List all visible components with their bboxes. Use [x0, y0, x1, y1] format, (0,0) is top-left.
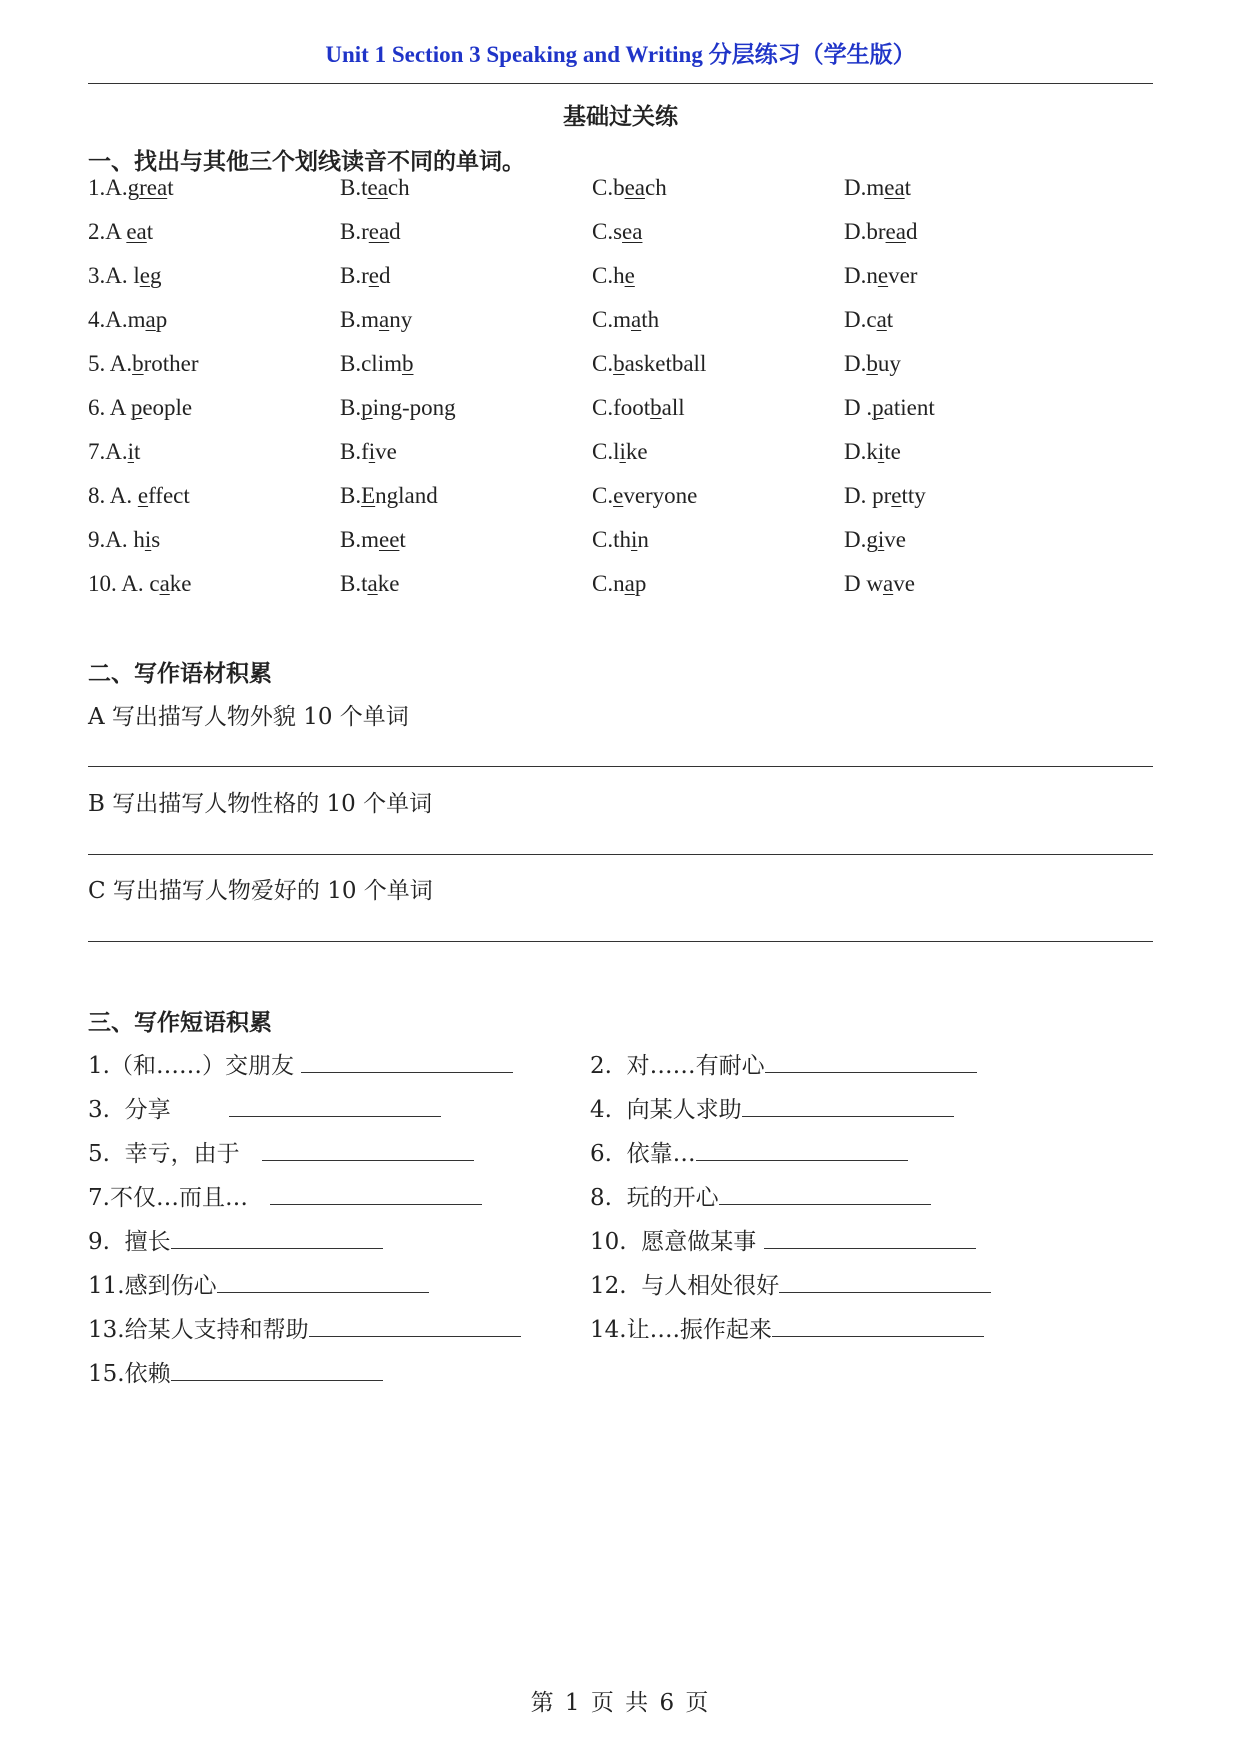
option-b[interactable]: B.take	[340, 571, 400, 596]
phrase-item: 10. 愿意做某事	[590, 1223, 976, 1256]
answer-blank[interactable]	[301, 1052, 513, 1073]
prompt-appearance: A 写出描写人物外貌 10 个单词	[88, 704, 409, 730]
level-title: 基础过关练	[563, 104, 678, 130]
option-d[interactable]: D.bread	[844, 219, 918, 244]
option-b[interactable]: B.many	[340, 307, 413, 332]
worksheet-title: Unit 1 Section 3 Speaking and Writing 分层练习（学生版）	[325, 42, 916, 67]
phrase-item: 14.让….振作起来	[590, 1311, 984, 1344]
option-b[interactable]: B.ping-pong	[340, 395, 456, 420]
option-d[interactable]: D.meat	[844, 175, 912, 200]
option-b[interactable]: B.five	[340, 439, 397, 464]
page-number: 第 1 页 共 6 页	[530, 1690, 711, 1716]
question-row	[88, 395, 1153, 429]
answer-blank[interactable]	[779, 1272, 991, 1293]
option-d[interactable]: D .patient	[844, 395, 935, 420]
option-b[interactable]: B.red	[340, 263, 391, 288]
prompt-personality: B 写出描写人物性格的 10 个单词	[88, 791, 433, 817]
option-b[interactable]: B.climb	[340, 351, 414, 376]
question-row	[88, 571, 1153, 605]
option-b[interactable]: B.meet	[340, 527, 406, 552]
question-row	[88, 307, 1153, 341]
answer-blank[interactable]	[217, 1272, 429, 1293]
answer-blank[interactable]	[229, 1096, 441, 1117]
option-b[interactable]: B.teach	[340, 175, 410, 200]
option-c[interactable]: C.football	[592, 395, 685, 420]
answer-blank[interactable]	[742, 1096, 954, 1117]
phrase-item: 3. 分享	[88, 1091, 441, 1124]
phrase-item: 1.（和……）交朋友	[88, 1047, 513, 1080]
option-d[interactable]: D wave	[844, 571, 915, 596]
answer-blank[interactable]	[171, 1228, 383, 1249]
option-d[interactable]: D.buy	[844, 351, 901, 376]
section2-heading: 二、写作语材积累	[88, 661, 272, 687]
option-c[interactable]: C.beach	[592, 175, 667, 200]
option-d[interactable]: D.give	[844, 527, 906, 552]
phrase-item: 11.感到伤心	[88, 1267, 429, 1300]
answer-blank[interactable]	[764, 1228, 976, 1249]
answer-line[interactable]	[88, 854, 1153, 855]
question-row	[88, 527, 1153, 561]
option-a[interactable]: 1.A.great	[88, 175, 174, 200]
header-divider	[88, 83, 1153, 84]
option-c[interactable]: C.everyone	[592, 483, 698, 508]
answer-blank[interactable]	[696, 1140, 908, 1161]
option-c[interactable]: C.like	[592, 439, 648, 464]
answer-line[interactable]	[88, 766, 1153, 767]
answer-line[interactable]	[88, 941, 1153, 942]
question-row	[88, 483, 1153, 517]
option-a[interactable]: 5. A.brother	[88, 351, 199, 376]
phrase-item: 9. 擅长	[88, 1223, 383, 1256]
phrase-item: 4. 向某人求助	[590, 1091, 954, 1124]
phrase-item: 8. 玩的开心	[590, 1179, 931, 1212]
answer-blank[interactable]	[309, 1316, 521, 1337]
option-c[interactable]: C.he	[592, 263, 635, 288]
phrase-item: 6. 依靠…	[590, 1135, 908, 1168]
answer-blank[interactable]	[772, 1316, 984, 1337]
option-b[interactable]: B.England	[340, 483, 438, 508]
option-c[interactable]: C.math	[592, 307, 660, 332]
option-c[interactable]: C.nap	[592, 571, 647, 596]
phrase-item: 15.依赖	[88, 1355, 383, 1388]
phrase-item: 13.给某人支持和帮助	[88, 1311, 521, 1344]
option-c[interactable]: C.sea	[592, 219, 643, 244]
option-a[interactable]: 3.A. leg	[88, 263, 162, 288]
option-a[interactable]: 4.A.map	[88, 307, 168, 332]
phrase-item: 7.不仅…而且…	[88, 1179, 482, 1212]
answer-blank[interactable]	[765, 1052, 977, 1073]
phrase-item: 2. 对……有耐心	[590, 1047, 977, 1080]
question-row	[88, 175, 1153, 209]
option-a[interactable]: 10. A. cake	[88, 571, 192, 596]
answer-blank[interactable]	[270, 1184, 482, 1205]
option-c[interactable]: C.thin	[592, 527, 649, 552]
option-a[interactable]: 7.A.it	[88, 439, 141, 464]
option-d[interactable]: D.never	[844, 263, 918, 288]
option-b[interactable]: B.read	[340, 219, 401, 244]
option-d[interactable]: D.cat	[844, 307, 894, 332]
option-d[interactable]: D.kite	[844, 439, 901, 464]
phrase-item: 12. 与人相处很好	[590, 1267, 991, 1300]
question-row	[88, 351, 1153, 385]
answer-blank[interactable]	[719, 1184, 931, 1205]
phrase-item: 5. 幸亏，由于	[88, 1135, 474, 1168]
option-a[interactable]: 6. A people	[88, 395, 193, 420]
prompt-hobbies: C 写出描写人物爱好的 10 个单词	[88, 878, 433, 904]
option-d[interactable]: D. pretty	[844, 483, 926, 508]
option-a[interactable]: 9.A. his	[88, 527, 161, 552]
option-a[interactable]: 8. A. effect	[88, 483, 190, 508]
question-row	[88, 219, 1153, 253]
answer-blank[interactable]	[262, 1140, 474, 1161]
question-row	[88, 439, 1153, 473]
option-c[interactable]: C.basketball	[592, 351, 707, 376]
section3-heading: 三、写作短语积累	[88, 1010, 272, 1036]
question-row	[88, 263, 1153, 297]
option-a[interactable]: 2.A eat	[88, 219, 154, 244]
answer-blank[interactable]	[171, 1360, 383, 1381]
section1-heading: 一、找出与其他三个划线读音不同的单词。	[88, 149, 525, 175]
